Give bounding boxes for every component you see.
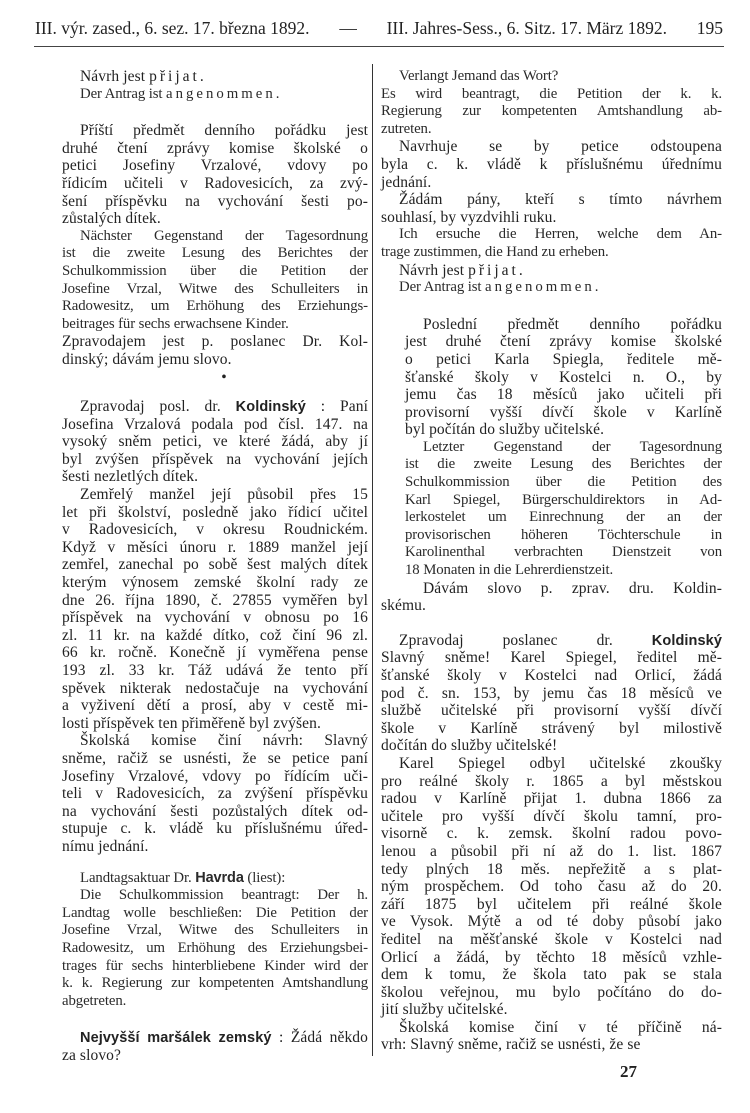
text-line: Příští předmět denního pořádku jest	[80, 122, 368, 140]
text-line: lenou a působil při ní až do 1. list. 1867	[381, 842, 722, 860]
text-line: příspěvek na vychování v obnosu po 16	[62, 609, 368, 627]
header-czech: III. výr. zased., 6. sez. 17. března 1892.	[35, 18, 310, 38]
german-paragraph	[381, 279, 722, 297]
text-line: Josefiny Vrzalové, vdovy po řídícím uči-	[62, 767, 368, 785]
text-line: kterým výnosem zemské školní rady ze	[62, 574, 368, 592]
text-line: jednání.	[381, 173, 432, 191]
text-line: pro reálné školy r. 1865 a byl městskou	[381, 772, 722, 790]
czech-paragraph	[381, 1019, 722, 1054]
text-line: a vyživení dětí a prosí, aby v cestě mi-	[62, 697, 368, 715]
text-line: Nächster Gegenstand der Tagesordnung	[80, 227, 368, 244]
text-line: škole v Karlíně strávený byl milostivě	[381, 719, 722, 737]
text-line: Slavný sněme! Karel Spiegel, ředitel mě-	[381, 649, 722, 667]
text-line: vrh: Slavný sněme, račiž se usnésti, že se	[381, 1036, 641, 1054]
text-line: učitele pro vyšší dívčí školu tamní, pro-	[381, 807, 722, 825]
text-line: jití služby učitelské.	[381, 1001, 508, 1019]
czech-paragraph	[381, 316, 722, 439]
text-line: Ich ersuche die Herren, welche dem An-	[399, 226, 722, 243]
text-line: dem k tomu, že škola tato pak se stala	[381, 966, 722, 984]
text-line: sněme, račiž se usnésti, že se petice paní	[62, 749, 368, 767]
text-line: Orlicí a žádá, by těchto 18 měsíců vzhle-	[381, 948, 722, 966]
german-paragraph	[381, 68, 722, 86]
text-line: zutreten.	[381, 120, 432, 137]
text-line: Der Antrag ist angenommen.	[399, 279, 599, 296]
text-line: tedy plných 18 měs. nepřežitě a s plat-	[381, 860, 722, 878]
text-line: šťanské školy v Kostelci nad Orlicí, žádá	[381, 667, 722, 684]
text-line: jest druhé čtení zprávy komise školské	[405, 333, 722, 351]
czech-paragraph	[62, 486, 368, 732]
czech-paragraph	[62, 369, 368, 387]
text-line: Zpravodaj posl. dr. Koldinský : Paní	[80, 398, 368, 416]
text-line: službě učitelské při provisorní vyšší dívčí	[381, 702, 722, 720]
text-line: Landtagsaktuar Dr. Havrda (liest):	[80, 869, 286, 886]
text-line: byl zvýšen příspěvek na vychování jejích	[62, 450, 368, 468]
german-paragraph	[62, 887, 368, 1010]
text-line: spěvek nikterak nedostačuje na vychování	[62, 679, 368, 697]
czech-paragraph	[381, 632, 722, 755]
speaker-name: Nejvyšší maršálek zemský	[80, 1030, 272, 1047]
text-line: šesti nezletlých dítek.	[62, 468, 199, 486]
text-line: ist die zweite Lesung des Berichtes der	[405, 456, 722, 473]
czech-paragraph	[381, 138, 722, 191]
header-german: III. Jahres-Sess., 6. Sitz. 17. März 1892.	[386, 18, 667, 38]
text-line: Radowesitz, um Erhöhung des Erziehungs-	[62, 298, 368, 315]
text-line: •	[221, 368, 227, 386]
text-line: Navrhuje se by petice odstoupena	[399, 138, 722, 156]
czech-paragraph	[62, 1029, 368, 1064]
text-line: provisorischen höheren Töchterschule in	[405, 526, 722, 543]
text-line: Nejvyšší maršálek zemský : Žádá někdo	[80, 1029, 369, 1047]
text-line: v Radovesicích, v okresu Roudnickém.	[62, 521, 368, 539]
czech-paragraph	[381, 191, 722, 226]
text-line: Landtag wolle beschließen: Die Petition der	[62, 904, 368, 921]
czech-paragraph	[62, 732, 368, 855]
czech-paragraph	[62, 398, 368, 486]
text-line: Verlangt Jemand das Wort?	[399, 68, 559, 84]
text-line: ným prospěchem. Od toho času až do 20.	[381, 878, 722, 896]
text-line: řídicím učiteli v Radovesicích, za zvý-	[62, 174, 368, 192]
text-line: šťanské školy v Kostelci n. O., by	[405, 368, 722, 386]
czech-paragraph	[62, 68, 368, 86]
text-line: Zpravodaj poslanec dr. Koldinský	[399, 631, 722, 649]
german-paragraph	[62, 870, 368, 888]
text-line: petici Josefiny Vrzalové, vdovy po	[62, 157, 368, 175]
text-line: druhé čtení zprávy komise školské o	[62, 139, 368, 157]
text-line: pod č. sn. 153, by jemu čas 18 měsíců ve	[381, 684, 722, 702]
text-line: Žádám pány, kteří s tímto návrhem	[399, 191, 722, 209]
text-line: lerkostelet um Einrechnung der an der	[405, 509, 722, 526]
text-line: Der Antrag ist angenommen.	[80, 85, 280, 102]
czech-paragraph	[381, 580, 722, 615]
spaced-text: angenommen	[485, 279, 595, 296]
text-line: Schulkommission über die Petition des	[405, 474, 722, 491]
text-line: Die Schulkommission beantragt: Der h.	[80, 887, 368, 904]
running-header	[35, 18, 723, 44]
text-line: 18 Monaten in die Lehrerdienstzeit.	[405, 562, 614, 579]
text-line: Poslední předmět denního pořádku	[423, 315, 722, 333]
text-line: let při školství, posledně jako řídicí učitel	[62, 503, 368, 521]
text-line: Josefine Vrzal, Witwe des Schulleiters in	[62, 280, 368, 297]
text-line: dne 26. října 1890, č. 27855 vyměřen byl	[62, 591, 368, 609]
text-line: souhlasí, by vyzdvihli ruku.	[381, 208, 557, 226]
spaced-text: přijat	[468, 261, 519, 279]
text-line: beitrages für sechs erwachsene Kinder.	[62, 315, 289, 332]
text-line: Školská komise činí návrh: Slavný	[80, 732, 368, 750]
text-line: visorně c. k. zemsk. školní radou povo-	[381, 825, 722, 843]
text-line: ist die zweite Lesung des Berichtes der	[62, 245, 368, 262]
text-line: Návrh jest přijat.	[80, 68, 204, 85]
text-line: zemřel, zanechal po sobě šest malých dítek	[62, 556, 368, 574]
spaced-text: přijat	[149, 68, 200, 85]
text-line: Zpravodajem jest p. poslanec Dr. Kol-	[62, 333, 368, 351]
text-line: Karolinenthal verbrachten Dienstzeit von	[405, 544, 722, 561]
page-number: 195	[696, 18, 723, 38]
text-line: na vychování šesti pozůstalých dítek od-	[62, 802, 368, 820]
left-column	[62, 68, 368, 1064]
text-line: Školská komise činí v té příčině ná-	[399, 1018, 722, 1036]
text-line: Návrh jest přijat.	[399, 261, 523, 279]
text-line: nímu jednání.	[62, 837, 149, 855]
text-line: skému.	[381, 597, 426, 615]
text-line: školou veřejnou, mu bylo počítáno do do-	[381, 983, 722, 1001]
text-line: září 1875 byl učitelem při reálné škole	[381, 895, 722, 913]
text-line: Dávám slovo p. zprav. dru. Koldin-	[423, 579, 722, 597]
header-dash: —	[339, 18, 357, 38]
text-line: Josefina Vrzalová podala pod čísl. 147. na	[62, 415, 368, 433]
text-line: trage zustimmen, die Hand zu erheben.	[381, 243, 609, 260]
text-line: za slovo?	[62, 1046, 122, 1064]
text-line: o petici Karla Spiegla, ředitele mě-	[405, 350, 722, 368]
text-line: jemu čas 18 měsíců jako učiteli při	[405, 386, 722, 404]
text-line: Karel Spiegel odbyl učitelské zkoušky	[399, 754, 722, 772]
speaker-name: Koldinský	[235, 399, 306, 416]
text-line: ředitel na měšťanské škole v Kostelci nad	[381, 930, 722, 948]
german-paragraph	[62, 86, 368, 104]
text-line: zl. 11 kr. na každé dítko, což činí 96 zl.	[62, 626, 368, 644]
text-line: Když v měsíci únoru r. 1889 manžel její	[62, 538, 368, 556]
german-paragraph	[381, 86, 722, 139]
text-line: šení příspěvku na vychování šesti po-	[62, 192, 368, 210]
text-line: dinský; dávám jemu slovo.	[62, 350, 232, 368]
german-paragraph	[381, 439, 722, 580]
signature-mark: 27	[620, 1062, 637, 1081]
czech-paragraph	[381, 262, 722, 280]
text-line: losti příspěvek ten přiměřeně byl zvýšen.	[62, 714, 321, 732]
spaced-text: angenommen	[166, 85, 276, 102]
text-line: stupuje c. k. vládě ku příslušnému úřed-	[62, 820, 368, 838]
text-line: vysoký sněm petici, ve které žádá, aby jí	[62, 433, 368, 451]
czech-paragraph	[62, 333, 368, 368]
czech-paragraph	[62, 122, 368, 228]
text-line: byla c. k. vládě k příslušnému úřednímu	[381, 155, 722, 173]
text-line: zůstalých dítek.	[62, 210, 161, 228]
speaker-name: Havrda	[195, 869, 244, 886]
text-line: Josefine Vrzal, Witwe des Schulleiters in	[62, 922, 368, 939]
header-rule	[34, 46, 724, 47]
speaker-name: Koldinský	[651, 632, 722, 649]
text-line: Schulkommission über die Petition der	[62, 262, 368, 279]
text-line: trages für sechs hinterbliebene Kinder wird der	[62, 957, 368, 974]
text-line: radou v Karlíně přijat 1. dubna 1866 za	[381, 790, 722, 808]
text-line: Letzter Gegenstand der Tagesordnung	[423, 438, 722, 455]
text-line: abgetreten.	[62, 992, 127, 1009]
german-paragraph	[62, 228, 368, 334]
text-line: teli v Radovesicích, za zvýšení příspěvku	[62, 785, 368, 803]
text-line: 193 zl. 33 kr. Táž udává že tento pří	[62, 662, 368, 679]
text-line: 66 kr. ročně. Konečně jí vyměřena pense	[62, 644, 368, 662]
text-line: ve Vysok. Mýtě a od té doby působí jako	[381, 913, 722, 931]
text-line: dočítán do služby učitelské!	[381, 737, 558, 755]
text-line: Regierung zur kompetenten Amtshandlung ab-	[381, 103, 722, 120]
right-column	[381, 68, 722, 1054]
czech-paragraph	[381, 755, 722, 1019]
text-line: Es wird beantragt, die Petition der k. k.	[381, 85, 722, 102]
text-line: Zemřelý manžel její působil přes 15	[80, 486, 368, 504]
german-paragraph	[381, 226, 722, 261]
text-line: Karl Spiegel, Bürgerschuldirektors in Ad-	[405, 491, 722, 508]
text-line: k. k. Regierung zur kompetenten Amtshandlung	[62, 975, 368, 992]
column-divider	[372, 64, 373, 1056]
text-line: Radowesitz, um Erhöhung des Erziehungsbei-	[62, 939, 368, 956]
text-line: provisorní vyšší dívčí škole v Karlíně	[405, 403, 722, 421]
text-line: byl počítán do služby učitelské.	[405, 421, 605, 439]
